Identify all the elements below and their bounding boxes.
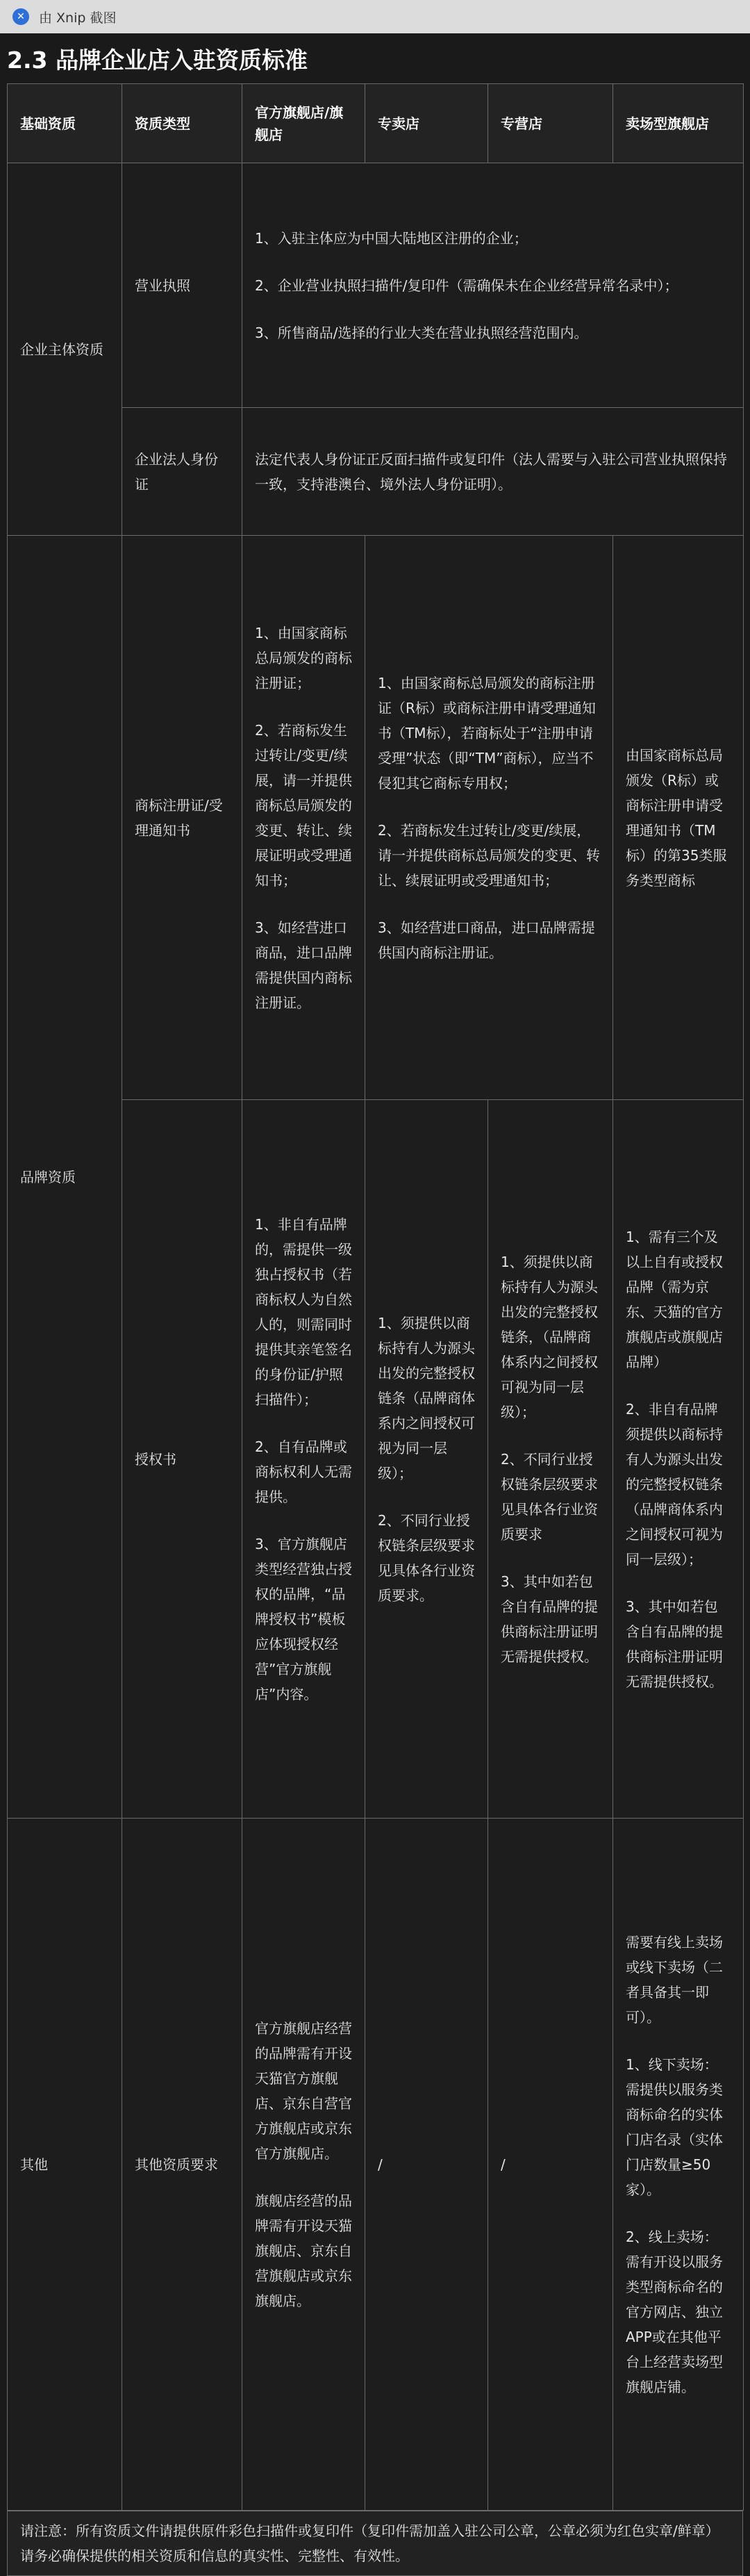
requirement-text: 3、其中如若包含自有品牌的提供商标注册证明无需提供授权。 [626, 1598, 723, 1690]
other-specialty: / [488, 1819, 613, 2511]
other-franchise: / [365, 1819, 488, 2511]
requirement-text: 2、不同行业授权链条层级要求见具体各行业资质要求 [501, 1450, 598, 1543]
type-legal-person-id: 企业法人身份证 [122, 408, 242, 536]
table-header-row [8, 84, 744, 163]
window-title-bar [0, 0, 750, 33]
other-mall [613, 1819, 744, 2511]
header-official-flagship: 官方旗舰店/旗舰店 [242, 84, 365, 163]
requirement-text: 2、若商标发生过转让/变更/续展，请一并提供商标总局颁发的变更、转让、续展证明或受理通知书； [255, 721, 352, 889]
page-title: 2.3 品牌企业店入驻资质标准 [7, 46, 308, 74]
requirement-text: 1、需有三个及以上自有或授权品牌（需为京东、天猫的官方旗舰店或旗舰店品牌） [626, 1228, 723, 1370]
authorization-official [242, 1100, 365, 1819]
trademark-official [242, 536, 365, 1100]
header-basic-qualification: 基础资质 [8, 84, 122, 163]
requirement-text: 2、若商标发生过转让/变更/续展，请一并提供商标总局颁发的变更、转让、续展证明或受理通知书； [378, 821, 600, 889]
requirement-text: 1、由国家商标总局颁发的商标注册证（R标）或商标注册申请受理通知书（TM标），若商标处于“注册申请受理”状态（即“TM”商标），应当不侵犯其它商标专用权； [378, 674, 596, 791]
requirement-text: 1、入驻主体应为中国大陆地区注册的企业； [255, 229, 528, 247]
requirement-text: 旗舰店经营的品牌需有开设天猫旗舰店、京东自营旗舰店或京东旗舰店。 [255, 2192, 352, 2309]
requirement-text: 1、非自有品牌的，需提供一级独占授权书（若商标权人为自然人的，则需同时提供其亲笔签名的身份证/护照扫描件）； [255, 1215, 352, 1408]
legal-person-id-requirements: 法定代表人身份证正反面扫描件或复印件（法人需要与入驻公司营业执照保持一致，支持港澳台、境外法人身份证明）。 [242, 408, 744, 536]
type-other-requirements: 其他资质要求 [122, 1819, 242, 2511]
header-qualification-type: 资质类型 [122, 84, 242, 163]
qualification-table [7, 83, 744, 2511]
requirement-text: 3、如经营进口商品，进口品牌需提供国内商标注册证。 [255, 919, 352, 1011]
requirement-text: 3、所售商品/选择的行业大类在营业执照经营范围内。 [255, 324, 588, 341]
xnip-logo-icon: ✕ [12, 8, 29, 25]
table-row [8, 163, 744, 408]
requirement-text: 由国家商标总局颁发（R标）或商标注册申请受理通知书（TM标）的第35类服务类型商标 [626, 746, 727, 889]
requirement-text: 2、企业营业执照扫描件/复印件（需确保未在企业经营异常名录中）； [255, 277, 678, 294]
type-authorization-letter: 授权书 [122, 1100, 242, 1819]
authorization-mall [613, 1100, 744, 1819]
trademark-franchise-specialty [365, 536, 613, 1100]
requirement-text: 3、官方旗舰店类型经营独占授权的品牌，“品牌授权书”模板应体现授权经营”官方旗舰店”内容。 [255, 1535, 352, 1703]
table-row [8, 1819, 744, 2511]
header-mall-flagship: 卖场型旗舰店 [613, 84, 744, 163]
requirement-text: 2、非自有品牌须提供以商标持有人为源头出发的完整授权链条（品牌商体系内之间授权可视为同一层级）； [626, 1400, 723, 1568]
business-license-requirements [242, 163, 744, 408]
trademark-mall [613, 536, 744, 1100]
requirement-text: 1、须提供以商标持有人为源头出发的完整授权链条（品牌商体系内之间授权可视为同一层级）； [378, 1314, 475, 1482]
requirement-text: 3、如经营进口商品，进口品牌需提供国内商标注册证。 [378, 919, 595, 961]
requirement-text: 2、自有品牌或商标权利人无需提供。 [255, 1438, 352, 1505]
authorization-specialty [488, 1100, 613, 1819]
other-official [242, 1819, 365, 2511]
window-title: 由 Xnip 截图 [39, 10, 117, 26]
type-business-license: 营业执照 [122, 163, 242, 408]
requirement-text: 3、其中如若包含自有品牌的提供商标注册证明无需提供授权。 [501, 1573, 598, 1665]
requirement-text: 1、须提供以商标持有人为源头出发的完整授权链条，（品牌商体系内之间授权可视为同一层级）； [501, 1253, 598, 1420]
header-franchise-store: 专卖店 [365, 84, 488, 163]
category-brand: 品牌资质 [8, 536, 122, 1819]
requirement-text: 官方旗舰店经营的品牌需有开设天猫官方旗舰店、京东自营官方旗舰店或京东官方旗舰店。 [255, 2019, 352, 2162]
requirement-text: 需要有线上卖场或线下卖场（二者具备其一即可）。 [626, 1933, 723, 2026]
requirement-text: 2、线上卖场：需有开设以服务类型商标命名的官方网店、独立APP或在其他平台上经营卖场型旗舰店铺。 [626, 2228, 723, 2395]
type-trademark-certificate: 商标注册证/受理通知书 [122, 536, 242, 1100]
category-enterprise: 企业主体资质 [8, 163, 122, 536]
category-other: 其他 [8, 1819, 122, 2511]
requirement-text: 1、由国家商标总局颁发的商标注册证； [255, 624, 352, 691]
requirement-text: 1、线下卖场：需提供以服务类商标命名的实体门店名录（实体门店数量≥50家）。 [626, 2056, 723, 2198]
footer-note: 请注意：所有资质文件请提供原件彩色扫描件或复印件（复印件需加盖入驻公司公章，公章必须为红色实章/鲜章）请务必确保提供的相关资质和信息的真实性、完整性、有效性。 [7, 2511, 743, 2576]
header-specialty-store: 专营店 [488, 84, 613, 163]
requirement-text: 2、不同行业授权链条层级要求见具体各行业资质要求。 [378, 1511, 475, 1604]
table-row [8, 536, 744, 1100]
authorization-franchise [365, 1100, 488, 1819]
